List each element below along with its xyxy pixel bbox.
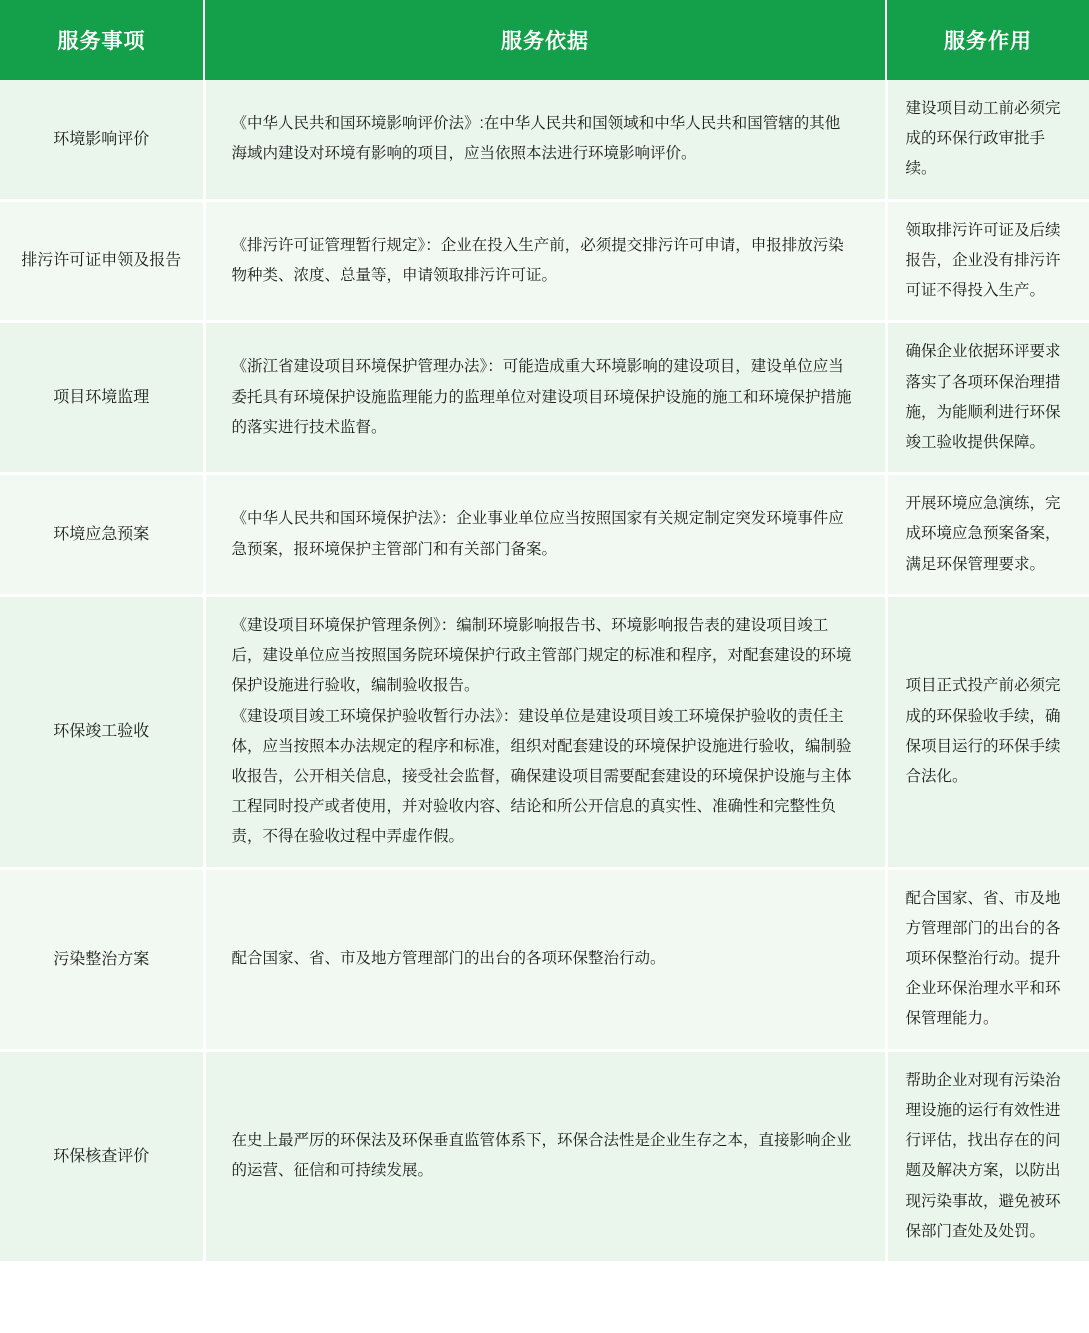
- basis-paragraph: 《中华人民共和国环境影响评价法》:在中华人民共和国领域和中华人民共和国管辖的其他海域内建设对环境有影响的项目，应当依照本法进行环境影响评价。: [231, 115, 841, 163]
- cell-service-basis: [204, 595, 886, 868]
- table-row: [0, 595, 1089, 868]
- column-header-item: 服务事项: [0, 0, 204, 80]
- cell-service-item: 环境影响评价: [0, 80, 204, 200]
- cell-service-effect: 配合国家、省、市及地方管理部门的出台的各项环保整治行动。提升企业环保治理水平和环保管理能力。: [886, 868, 1089, 1050]
- cell-service-item: 项目环境监理: [0, 322, 204, 474]
- cell-service-basis: [204, 322, 886, 474]
- cell-service-effect: 开展环境应急演练，完成环境应急预案备案，满足环保管理要求。: [886, 474, 1089, 596]
- cell-service-effect: 帮助企业对现有污染治理设施的运行有效性进行评估，找出存在的问题及解决方案，以防出现污染事故，避免被环保部门查处及处罚。: [886, 1050, 1089, 1262]
- cell-service-item: 排污许可证申领及报告: [0, 200, 204, 322]
- table-row: [0, 200, 1089, 322]
- column-header-basis: 服务依据: [204, 0, 886, 80]
- table-row: [0, 474, 1089, 596]
- table-row: [0, 80, 1089, 200]
- basis-paragraph: 《建设项目环境保护管理条例》：编制环境影响报告书、环境影响报告表的建设项目竣工后，建设单位应当按照国务院环境保护行政主管部门规定的标准和程序，对配套建设的环境保护设施进行验收，编制验收报告。: [231, 616, 852, 695]
- basis-paragraph: 《排污许可证管理暂行规定》：企业在投入生产前，必须提交排污许可申请，申报排放污染物种类、浓度、总量等，申请领取排污许可证。: [231, 236, 844, 284]
- table-row: [0, 322, 1089, 474]
- table-row: [0, 1050, 1089, 1262]
- table-header-row: [0, 0, 1089, 80]
- cell-service-item: 环境应急预案: [0, 474, 204, 596]
- basis-paragraph: 《建设项目竣工环境保护验收暂行办法》：建设单位是建设项目竣工环境保护验收的责任主体，应当按照本办法规定的程序和标准，组织对配套建设的环境保护设施进行验收，编制验收报告，公开相关信息，接受社会监督，确保建设项目需要配套建设的环境保护设施与主体工程同时投产或者使用，并对验收内容、结论和所公开信息的真实性、准确性和完整性负责，不得在验收过程中弄虚作假。: [231, 707, 852, 846]
- cell-service-item: 污染整治方案: [0, 868, 204, 1050]
- cell-service-basis: [204, 80, 886, 200]
- cell-service-basis: [204, 200, 886, 322]
- basis-paragraph: 在史上最严厉的环保法及环保垂直监管体系下，环保合法性是企业生存之本，直接影响企业的运营、征信和可持续发展。: [231, 1132, 852, 1180]
- cell-service-effect: 建设项目动工前必须完成的环保行政审批手续。: [886, 80, 1089, 200]
- cell-service-basis: [204, 1050, 886, 1262]
- table-body: [0, 80, 1089, 1263]
- cell-service-effect: 项目正式投产前必须完成的环保验收手续，确保项目运行的环保手续合法化。: [886, 595, 1089, 868]
- table-row: [0, 868, 1089, 1050]
- cell-service-item: 环保核查评价: [0, 1050, 204, 1262]
- table-header: [0, 0, 1089, 80]
- cell-service-effect: 领取排污许可证及后续报告，企业没有排污许可证不得投入生产。: [886, 200, 1089, 322]
- cell-service-basis: [204, 474, 886, 596]
- basis-paragraph: 《中华人民共和国环境保护法》：企业事业单位应当按照国家有关规定制定突发环境事件应急预案，报环境保护主管部门和有关部门备案。: [231, 510, 844, 558]
- cell-service-basis: [204, 868, 886, 1050]
- basis-paragraph: 配合国家、省、市及地方管理部门的出台的各项环保整治行动。: [231, 950, 666, 968]
- column-header-effect: 服务作用: [886, 0, 1089, 80]
- basis-paragraph: 《浙江省建设项目环境保护管理办法》：可能造成重大环境影响的建设项目，建设单位应当委托具有环境保护设施监理能力的监理单位对建设项目环境保护设施的施工和环境保护措施的落实进行技术监督。: [231, 358, 852, 436]
- cell-service-item: 环保竣工验收: [0, 595, 204, 868]
- cell-service-effect: 确保企业依据环评要求落实了各项环保治理措施，为能顺利进行环保竣工验收提供保障。: [886, 322, 1089, 474]
